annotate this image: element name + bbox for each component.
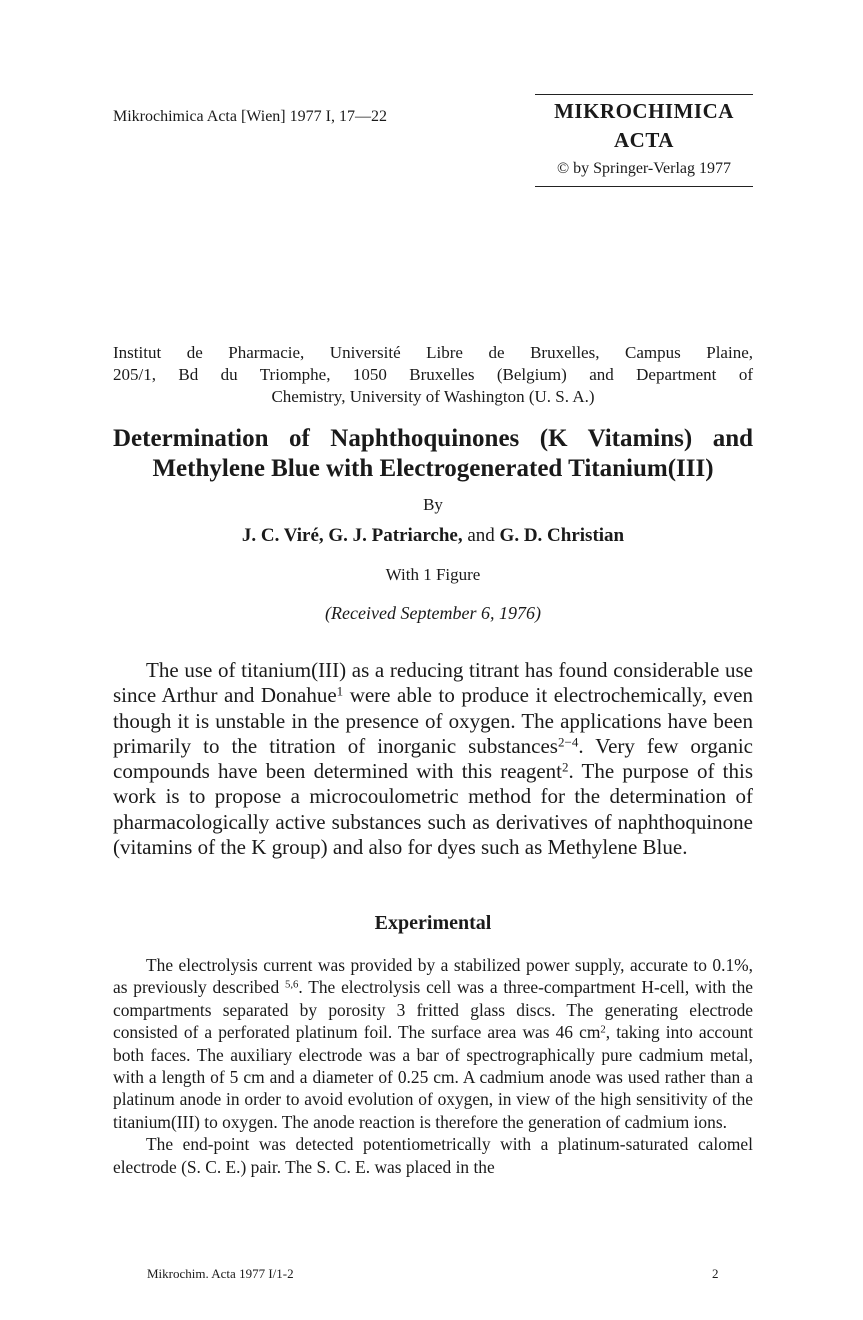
author-names: G. D. Christian: [499, 525, 625, 546]
footer-journal-info: Mikrochim. Acta 1977 I/1-2: [147, 1266, 294, 1281]
masthead-copyright: © by Springer-Verlag 1977: [556, 160, 732, 177]
text-run: The use of titanium(III) as a reducing titrant has found considerable use since Arthur and Donahue: [113, 658, 753, 708]
text-run: . The purpose of this work is to propose a microcoulometric method for the determination of pharmacologically active substances such as derivatives of naphthoquinone (vitamins of the K group) and also for dyes such as Methylene Blue.: [113, 759, 753, 860]
reference-superscript: 2−4: [557, 734, 579, 750]
section-body: [113, 954, 753, 1178]
abstract: [113, 658, 753, 860]
author-names: J. C. Viré, G. J. Patriarche,: [241, 525, 463, 546]
unit-superscript: 2: [600, 1023, 606, 1036]
reference-superscript: 1: [336, 683, 344, 699]
figure-count: With 1 Figure: [385, 565, 481, 584]
masthead-bottom-rule: [535, 186, 753, 187]
body-paragraph: The end-point was detected potentiometrically with a platinum-saturated calomel electrode (S. C. E.) pair. The S. C. E. was placed in the: [113, 1134, 753, 1177]
body-paragraph: [113, 954, 753, 1133]
reference-superscript: 2: [562, 759, 569, 775]
section-heading: Experimental: [374, 912, 492, 934]
affiliation-line: 205/1, Bd du Triomphe, 1050 Bruxelles (Belgium) and Department of: [113, 365, 753, 384]
title-line: Methylene Blue with Electrogenerated Titanium(III): [152, 455, 714, 482]
journal-masthead: [535, 94, 753, 187]
text-run: , taking into account both faces. The auxiliary electrode was a bar of spectrographically pure cadmium metal, with a length of 5 cm and a diameter of 0.25 cm. A cadmium anode was used rather than a platinum anode in order to avoid evolution of oxygen, in view of the high sensitivity of the titanium(III) to oxygen. The anode reaction is therefore the generation of cadmium ions.: [113, 1022, 753, 1132]
footer-signature-number: 2: [712, 1266, 719, 1281]
text-run: were able to produce it electrochemically, even though it is unstable in the presence of oxygen. The applications have been primarily to the titration of inorganic substances: [113, 683, 753, 758]
masthead-top-rule: [535, 94, 753, 95]
text-run: . The electrolysis cell was a three-compartment H-cell, with the compartments separated by porosity 3 fritted glass discs. The generating electrode consisted of a perforated platinum foil. The surface area was 46 cm: [113, 977, 753, 1043]
text-run: . Very few organic compounds have been determined with this reagent: [113, 733, 753, 784]
reference-superscript: 5,6: [284, 979, 299, 992]
paper-title: [113, 424, 753, 484]
journal-reference: Mikrochimica Acta [Wien] 1977 I, 17—22: [113, 108, 387, 125]
author-conjunction: and: [467, 525, 495, 546]
affiliation-line: Institut de Pharmacie, Université Libre de Bruxelles, Campus Plaine,: [113, 343, 753, 362]
received-date: (Received September 6, 1976): [325, 603, 541, 623]
title-line: Determination of Naphthoquinones (K Vitamins) and: [113, 425, 753, 452]
abstract-paragraph: [113, 658, 753, 860]
affiliation: [113, 342, 753, 408]
byline-by: By: [423, 495, 443, 514]
masthead-title-line2: ACTA: [614, 128, 674, 152]
text-run: The electrolysis current was provided by a stabilized power supply, accurate to 0.1%, as previously described: [113, 955, 753, 998]
author-list: [113, 525, 753, 547]
affiliation-line: Chemistry, University of Washington (U. S. A.): [271, 387, 595, 406]
masthead-title-line1: MIKROCHIMICA: [554, 99, 734, 123]
